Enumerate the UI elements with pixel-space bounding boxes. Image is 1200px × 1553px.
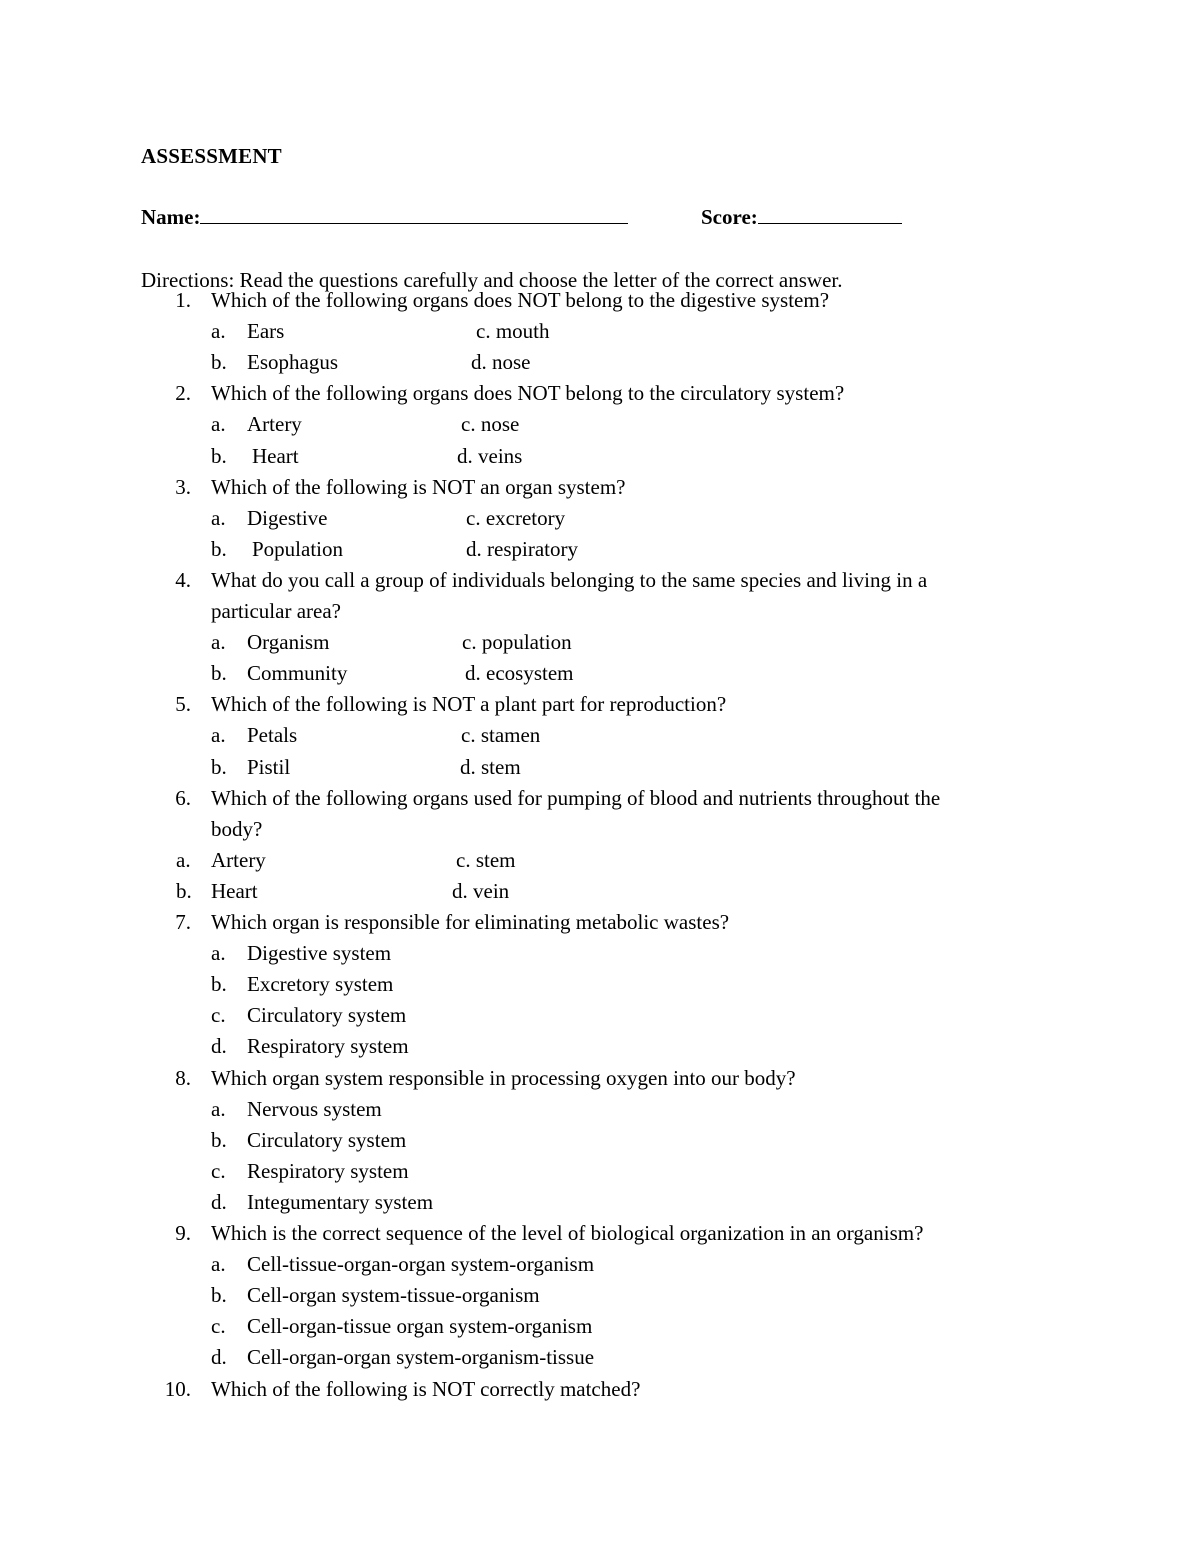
option-text: Artery	[211, 847, 266, 872]
option-second-column: c. mouth	[476, 319, 550, 344]
option-row[interactable]	[0, 941, 1200, 969]
option-second-column: c. stem	[456, 847, 516, 872]
score-field	[701, 205, 902, 230]
option-letter: a.	[176, 847, 191, 872]
option-second-column: d. respiratory	[466, 536, 578, 561]
option-text: Digestive system	[247, 941, 392, 966]
option-text: Cell-organ system-tissue-organism	[247, 1283, 540, 1308]
score-blank-line[interactable]	[758, 205, 902, 224]
option-row[interactable]	[0, 1034, 1200, 1062]
option-letter: d.	[211, 1189, 227, 1214]
option-second-column: d. ecosystem	[465, 661, 574, 686]
option-row[interactable]	[0, 412, 1200, 440]
question-text: body?	[211, 816, 263, 841]
option-text: Circulatory system	[247, 1127, 407, 1152]
question-10-line	[0, 1377, 1200, 1405]
question-number: 9.	[175, 1221, 191, 1245]
option-letter: c.	[211, 1314, 226, 1339]
option-letter: b.	[211, 350, 227, 375]
option-text: Population	[252, 536, 344, 561]
question-number: 6.	[175, 785, 191, 810]
option-second-column: d. nose	[471, 350, 531, 375]
option-letter: b.	[211, 1283, 227, 1308]
option-row[interactable]	[0, 1003, 1200, 1031]
option-row[interactable]	[0, 1097, 1200, 1125]
question-text: Which of the following organs used for pumping of blood and nutrients throughout the	[211, 785, 941, 810]
question-number: 1.	[175, 288, 191, 312]
option-row[interactable]	[0, 350, 1200, 378]
question-5-line	[0, 692, 1200, 720]
question-number: 2.	[175, 381, 191, 406]
option-text: Heart	[211, 878, 258, 903]
option-text: Cell-tissue-organ-organ system-organism	[247, 1252, 595, 1277]
score-label: Score:	[701, 205, 758, 229]
option-row[interactable]	[0, 444, 1200, 472]
option-row[interactable]	[0, 319, 1200, 347]
option-letter: a.	[211, 1252, 226, 1277]
question-number: 4.	[175, 567, 191, 592]
option-text: Organism	[247, 630, 330, 655]
question-number: 5.	[175, 692, 191, 717]
question-text: Which of the following is NOT a plant part for reproduction?	[211, 692, 727, 717]
option-letter: a.	[211, 1096, 226, 1121]
option-row[interactable]	[0, 1345, 1200, 1373]
option-text: Cell-organ-tissue organ system-organism	[247, 1314, 593, 1339]
question-text: Which organ is responsible for eliminating metabolic wastes?	[211, 910, 730, 934]
question-number: 8.	[175, 1065, 191, 1090]
question-3-line	[0, 475, 1200, 503]
option-letter: a.	[211, 723, 226, 748]
name-label: Name:	[141, 205, 201, 229]
option-letter: b.	[211, 443, 227, 468]
page-title: ASSESSMENT	[141, 144, 282, 168]
option-text: Respiratory system	[247, 1158, 409, 1183]
option-row[interactable]	[0, 848, 1200, 876]
option-row[interactable]	[0, 1190, 1200, 1218]
option-row[interactable]	[0, 537, 1200, 565]
name-blank-line[interactable]	[200, 205, 628, 224]
option-text: Artery	[247, 412, 302, 437]
option-letter: a.	[211, 412, 226, 437]
question-8-line	[0, 1066, 1200, 1094]
option-letter: b.	[176, 878, 192, 903]
option-letter: d.	[211, 1345, 227, 1370]
question-text: Which of the following is NOT an organ system?	[211, 474, 626, 499]
option-text: Integumentary system	[247, 1189, 434, 1214]
question-text: Which of the following is NOT correctly matched?	[211, 1376, 641, 1401]
option-text: Cell-organ-organ system-organism-tissue	[247, 1345, 595, 1370]
option-letter: a.	[211, 630, 226, 655]
option-row[interactable]	[0, 879, 1200, 907]
option-second-column: d. vein	[452, 878, 510, 903]
question-number: 10.	[164, 1376, 191, 1401]
option-row[interactable]	[0, 630, 1200, 658]
question-number: 3.	[175, 474, 191, 499]
option-text: Heart	[252, 443, 299, 468]
option-letter: c.	[211, 1158, 226, 1183]
option-letter: b.	[211, 754, 227, 779]
question-text: Which of the following organs does NOT belong to the circulatory system?	[211, 381, 845, 406]
option-text: Circulatory system	[247, 1003, 407, 1028]
question-text: What do you call a group of individuals belonging to the same species and living in a	[211, 567, 928, 592]
option-letter: c.	[211, 1003, 226, 1028]
option-text: Pistil	[247, 754, 291, 779]
option-row[interactable]	[0, 1128, 1200, 1156]
option-text: Respiratory system	[247, 1034, 409, 1059]
question-6-line	[0, 786, 1200, 814]
option-row[interactable]	[0, 1283, 1200, 1311]
option-row[interactable]	[0, 661, 1200, 689]
option-row[interactable]	[0, 1314, 1200, 1342]
question-9-line	[0, 1221, 1200, 1249]
option-second-column: c. stamen	[461, 723, 541, 748]
question-number: 7.	[175, 910, 191, 934]
question-2-line	[0, 381, 1200, 409]
directions-text: Directions: Read the questions carefully and choose the letter of the correct answer.	[141, 268, 843, 292]
option-second-column: c. excretory	[466, 505, 566, 530]
option-letter: b.	[211, 1127, 227, 1152]
option-letter: a.	[211, 319, 226, 344]
option-letter: b.	[211, 661, 227, 686]
option-text: Digestive	[247, 505, 328, 530]
question-4-line	[0, 568, 1200, 596]
question-text: Which organ system responsible in processing oxygen into our body?	[211, 1065, 796, 1090]
option-text: Petals	[247, 723, 298, 748]
option-letter: d.	[211, 1034, 227, 1059]
option-letter: a.	[211, 505, 226, 530]
option-text: Nervous system	[247, 1096, 382, 1121]
question-7-line	[0, 910, 1200, 938]
option-second-column: c. population	[462, 630, 572, 655]
question-6-line	[0, 817, 1200, 845]
option-second-column: d. stem	[460, 754, 521, 779]
question-4-line	[0, 599, 1200, 627]
option-letter: a.	[211, 941, 226, 966]
option-second-column: d. veins	[457, 443, 523, 468]
option-row[interactable]	[0, 972, 1200, 1000]
option-row[interactable]	[0, 1159, 1200, 1187]
option-row[interactable]	[0, 1252, 1200, 1280]
question-1-line	[0, 288, 1200, 316]
option-row[interactable]	[0, 506, 1200, 534]
option-row[interactable]	[0, 755, 1200, 783]
option-second-column: c. nose	[461, 412, 520, 437]
option-text: Esophagus	[247, 350, 338, 375]
question-text: Which of the following organs does NOT belong to the digestive system?	[211, 288, 830, 312]
option-letter: b.	[211, 972, 227, 997]
option-row[interactable]	[0, 723, 1200, 751]
name-field	[141, 205, 628, 230]
option-text: Excretory system	[247, 972, 394, 997]
question-text: particular area?	[211, 599, 341, 623]
question-text: Which is the correct sequence of the level of biological organization in an organism?	[211, 1221, 924, 1245]
option-text: Ears	[247, 319, 285, 344]
option-text: Community	[247, 661, 348, 686]
option-letter: b.	[211, 536, 227, 561]
